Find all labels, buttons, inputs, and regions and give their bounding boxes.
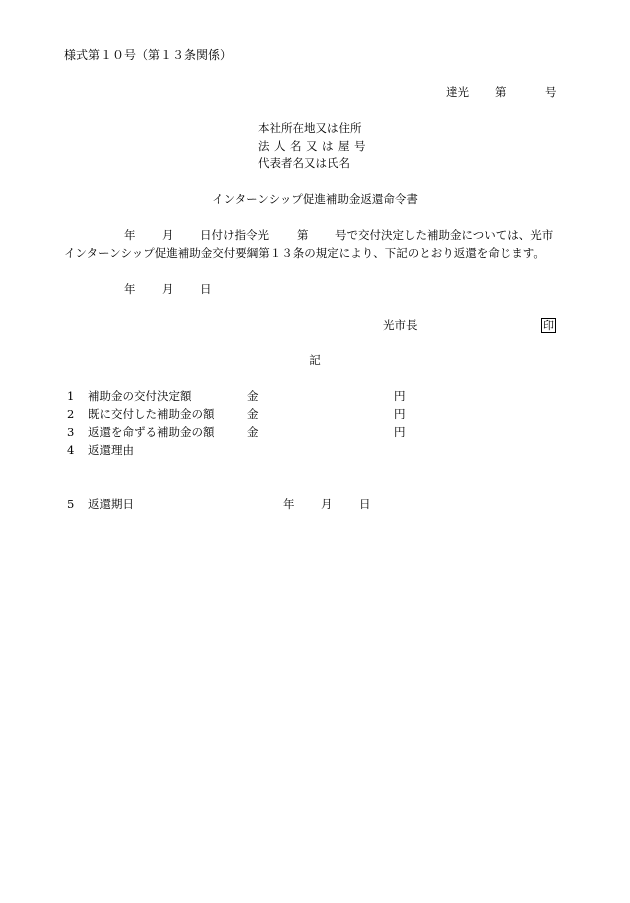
doc-number-dai: 第: [495, 85, 507, 99]
item-2-en: 円: [394, 407, 406, 421]
body-dai: 第: [297, 228, 309, 242]
document-title: インターンシップ促進補助金返還命令書: [212, 192, 418, 206]
item-1-en: 円: [394, 389, 406, 403]
body-year: 年: [124, 228, 136, 242]
issuer-title: 光市長: [383, 318, 418, 332]
addressee-rep-name: 代表者名又は氏名: [258, 156, 350, 170]
doc-number-go: 号: [545, 85, 557, 99]
ki-heading: 記: [309, 353, 321, 367]
doc-number-prefix: 達光: [446, 85, 469, 99]
item-1-label: 補助金の交付決定額: [88, 389, 192, 403]
date-year: 年: [124, 282, 136, 296]
seal-mark: 印: [543, 319, 554, 332]
item-3-kin: 金: [247, 425, 259, 439]
item-2-label: 既に交付した補助金の額: [88, 407, 215, 421]
date-month: 月: [162, 282, 174, 296]
date-day: 日: [200, 282, 212, 296]
item-1-kin: 金: [247, 389, 259, 403]
addressee-corp-name: 法人名又は屋号: [258, 139, 370, 153]
item-2-number: 2: [67, 407, 75, 421]
item-1-number: 1: [67, 389, 75, 403]
item-5-label: 返還期日: [88, 497, 134, 511]
item-4-label: 返還理由: [88, 443, 134, 457]
item-3-label: 返還を命ずる補助金の額: [88, 425, 215, 439]
item-2-kin: 金: [247, 407, 259, 421]
item-3-number: 3: [67, 425, 75, 439]
body-month: 月: [162, 228, 174, 242]
body-date-ref: 日付け指令光: [200, 228, 269, 242]
body-line2: インターンシップ促進補助金交付要綱第１３条の規定により、下記のとおり返還を命じます。: [64, 246, 545, 260]
form-number: 様式第１０号（第１３条関係）: [64, 48, 233, 62]
body-line1-end: 号で交付決定した補助金については、光市: [335, 228, 554, 242]
item-5-month: 月: [321, 497, 333, 511]
item-5-day: 日: [359, 497, 371, 511]
item-3-en: 円: [394, 425, 406, 439]
addressee-address: 本社所在地又は住所: [258, 121, 362, 135]
item-4-number: 4: [67, 443, 75, 457]
item-5-year: 年: [283, 497, 295, 511]
item-5-number: 5: [67, 497, 75, 511]
